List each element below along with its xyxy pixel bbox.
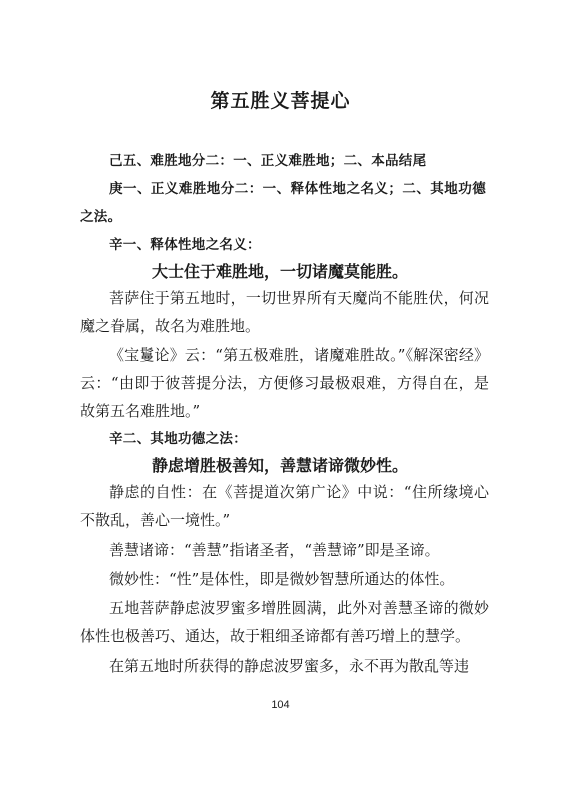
paragraph-2: 《宝鬘论》云：“第五极难胜，诸魔难胜故。”《解深密经》云：“由即于彼菩提分法，方便修习最极艰难，方得自在，是故第五名难胜地。” [80,346,489,420]
outline-heading-3: 辛一、释体性地之名义： [109,237,261,253]
paragraph-4: 善慧诸谛：“善慧”指诸圣者，“善慧谛”即是圣谛。 [109,541,440,559]
outline-heading-2: 庚一、正义难胜地分二：一、释体性地之名义；二、其地功德之法。 [80,181,486,225]
chapter-title: 第五胜义菩提心 [210,90,351,112]
outline-heading-4: 辛二、其地功德之法： [109,431,247,447]
paragraph-7: 在第五地时所获得的静虑波罗蜜多，永不再为散乱等违 [109,657,470,675]
root-verse-1: 大士住于难胜地，一切诸魔莫能胜。 [152,262,409,281]
paragraph-5: 微妙性：“性”是体性，即是微妙智慧所通达的体性。 [109,570,455,588]
paragraph-6: 五地菩萨静虑波罗蜜多增胜圆满，此外对善慧圣谛的微妙体性也极善巧、通达，故于粗细圣谛都有善巧增上的慧学。 [80,599,489,645]
paragraph-3: 静虑的自性：在《菩提道次第广论》中说：“住所缘境心不散乱，善心一境性。” [80,483,489,529]
page-number: 104 [271,699,290,711]
outline-heading-1: 己五、难胜地分二：一、正义难胜地；二、本品结尾 [109,153,427,169]
paragraph-1: 菩萨住于第五地时，一切世界所有天魔尚不能胜伏，何况魔之眷属，故名为难胜地。 [80,289,489,335]
root-verse-2: 静虑增胜极善知，善慧诸谛微妙性。 [152,456,409,475]
